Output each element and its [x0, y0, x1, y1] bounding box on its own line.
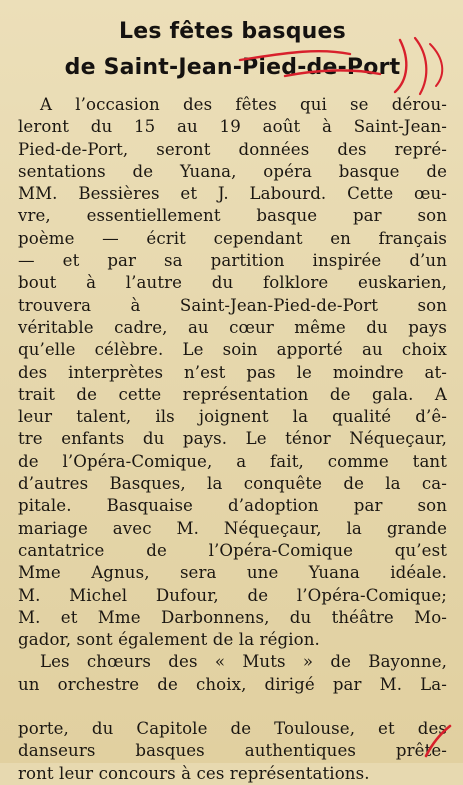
text-line: cantatrice de l’Opéra-Comique qu’est: [18, 540, 447, 560]
column-gap: [18, 696, 447, 718]
text-line: un orchestre de choix, dirigé par M. La-: [18, 674, 447, 694]
text-line: bout à l’autre du folklore euskarien,: [18, 273, 447, 293]
text-line: ront leur concours à ces représentations.: [18, 763, 370, 783]
paragraph-2-part-2: [18, 718, 447, 785]
text-line: Pied-de-Port, seront données des repré-: [18, 139, 447, 159]
text-line: Les chœurs des « Muts » de Bayonne,: [40, 652, 447, 672]
text-line: qu’elle célèbre. Le soin apporté au choix: [18, 340, 447, 360]
headline-line-1: Les fêtes basques: [119, 19, 346, 44]
text-line: trait de cette représentation de gala. A: [18, 384, 447, 404]
headline-spacer: [18, 86, 447, 94]
text-line: sentations de Yuana, opéra basque de: [18, 161, 447, 181]
text-line: trouvera à Saint-Jean-Pied-de-Port son: [18, 295, 447, 315]
text-line: porte, du Capitole de Toulouse, et des: [18, 719, 447, 739]
text-line: vre, essentiellement basque par son: [18, 206, 447, 226]
text-line: pitale. Basquaise d’adoption par son: [18, 496, 447, 516]
text-line: leront du 15 au 19 août à Saint-Jean-: [18, 117, 447, 137]
text-line: gador, sont également de la région.: [18, 630, 320, 650]
text-line: mariage avec M. Néqueçaur, la grande: [18, 518, 447, 538]
text-line: d’autres Basques, la conquête de la ca-: [18, 474, 447, 494]
text-line: — et par sa partition inspirée d’un: [18, 251, 447, 271]
text-line: leur talent, ils joignent la qualité d’ê-: [18, 407, 447, 427]
text-line: poème — écrit cependant en français: [18, 228, 447, 248]
headline-line-2: de Saint-Jean-Pied-de-Port: [64, 55, 401, 80]
text-line: véritable cadre, au cœur même du pays: [18, 317, 447, 337]
text-line: danseurs basques authentiques prête-: [18, 741, 447, 761]
text-line: M. et Mme Darbonnens, du théâtre Mo-: [18, 607, 447, 627]
text-line: MM. Bessières et J. Labourd. Cette œu-: [18, 184, 447, 204]
paragraph-2-part-1: [18, 651, 447, 696]
text-line: M. Michel Dufour, de l’Opéra-Comique;: [18, 585, 447, 605]
text-line: A l’occasion des fêtes qui se dérou-: [40, 95, 447, 114]
text-line: de l’Opéra-Comique, a fait, comme tant: [18, 451, 447, 471]
text-line: tre enfants du pays. Le ténor Néqueçaur,: [18, 429, 447, 449]
paragraph-1: [18, 94, 447, 651]
text-line: Mme Agnus, sera une Yuana idéale.: [18, 563, 447, 583]
text-line: des interprètes n’est pas le moindre at-: [18, 362, 447, 382]
